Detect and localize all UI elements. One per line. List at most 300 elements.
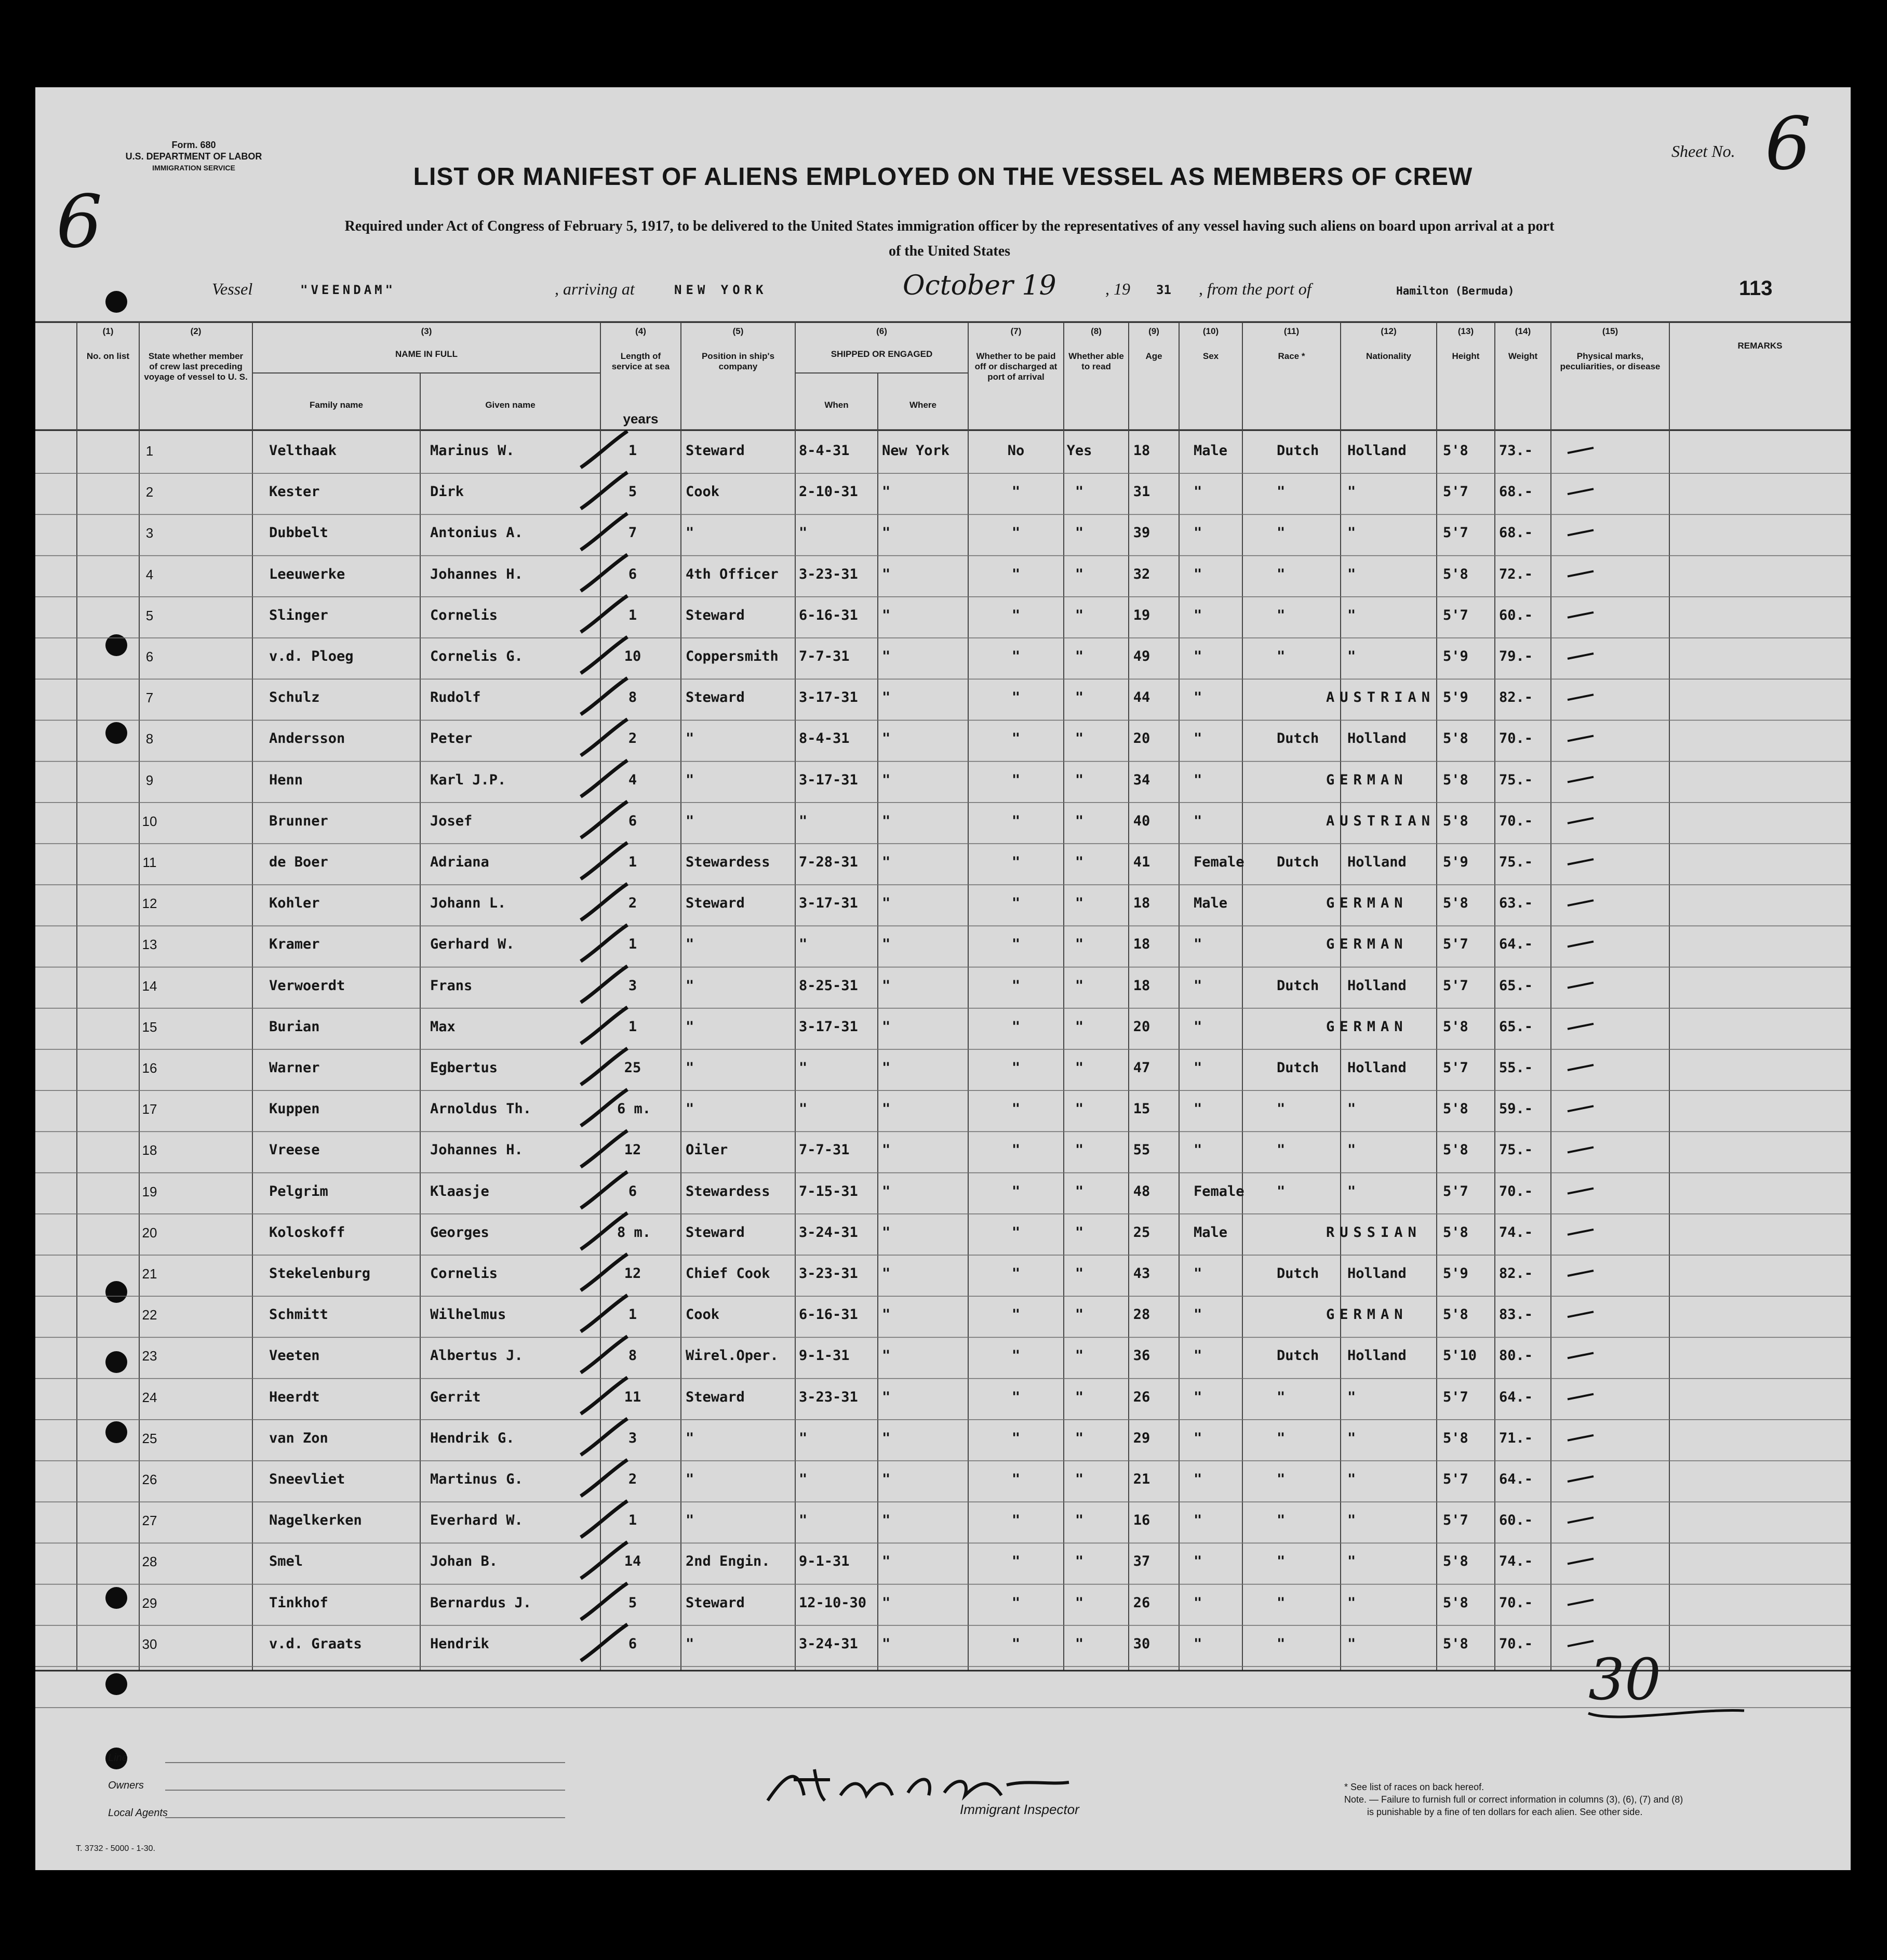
tally-mark — [581, 472, 627, 509]
subheader-when: When — [824, 400, 849, 410]
cell-height: 5'8 — [1443, 812, 1468, 829]
cell-paid: " — [1011, 648, 1021, 664]
row-number: 17 — [142, 1101, 157, 1117]
check-mark — [1568, 1065, 1594, 1070]
row-number: 7 — [145, 690, 154, 706]
cell-read: " — [1075, 1265, 1084, 1282]
check-mark — [1568, 1641, 1594, 1646]
cell-weight: 79.- — [1499, 648, 1533, 664]
row-number: 21 — [142, 1266, 157, 1282]
check-mark — [1568, 1312, 1594, 1317]
cell-sex: " — [1194, 1265, 1202, 1282]
cell-when: 8-4-31 — [799, 730, 850, 747]
cell-when: " — [799, 525, 808, 541]
from-port: Hamilton (Bermuda) — [1396, 285, 1515, 297]
cell-paid: " — [1011, 1306, 1021, 1323]
cell-height: 5'7 — [1443, 1512, 1468, 1529]
cell-where: " — [882, 1142, 891, 1158]
cell-age: 18 — [1133, 936, 1150, 953]
cell-paid: " — [1011, 1101, 1021, 1117]
cell-race: Dutch — [1277, 1348, 1319, 1364]
cell-given: Gerhard W. — [430, 936, 515, 953]
cell-position: " — [686, 1060, 694, 1076]
cell-read: " — [1075, 1389, 1084, 1405]
cell-when: 3-17-31 — [799, 689, 858, 706]
cell-nationality: Holland — [1347, 730, 1407, 747]
row-number: 30 — [142, 1636, 157, 1652]
cell-paid: " — [1011, 1512, 1021, 1529]
cell-family: Koloskoff — [269, 1224, 345, 1241]
cell-weight: 55.- — [1499, 1060, 1533, 1076]
cell-paid: " — [1011, 607, 1021, 623]
cell-nationality: " — [1347, 1471, 1356, 1487]
cell-family: Kuppen — [269, 1101, 320, 1117]
row-number: 15 — [142, 1019, 157, 1035]
cell-race: " — [1277, 648, 1286, 664]
cell-service: 1 — [628, 443, 637, 459]
cell-given: Johann L. — [430, 895, 506, 912]
column-number: (10) — [1202, 326, 1219, 336]
check-mark — [1568, 1189, 1594, 1194]
cell-where: " — [882, 812, 891, 829]
tally-mark — [581, 1336, 627, 1372]
column-number: (12) — [1381, 326, 1397, 336]
pen-marks — [35, 87, 1851, 1870]
cell-weight: 73.- — [1499, 443, 1533, 459]
cell-family: Stekelenburg — [269, 1265, 371, 1282]
cell-when: " — [799, 1060, 808, 1076]
cell-nationality: " — [1347, 1512, 1356, 1529]
cell-sex: Male — [1194, 895, 1228, 912]
cell-weight: 70.- — [1499, 1594, 1533, 1611]
row-number: 5 — [145, 607, 154, 623]
cell-age: 39 — [1133, 525, 1150, 541]
cell-family: Slinger — [269, 607, 328, 623]
cell-age: 19 — [1133, 607, 1150, 623]
cell-when: 3-23-31 — [799, 566, 858, 582]
tally-mark — [581, 596, 627, 632]
cell-given: Marinus W. — [430, 443, 515, 459]
cell-age: 47 — [1133, 1060, 1150, 1076]
cell-given: Johannes H. — [430, 566, 523, 582]
cell-family: v.d. Graats — [269, 1635, 362, 1652]
cell-paid: " — [1011, 1183, 1021, 1199]
cell-race: GERMAN — [1326, 771, 1408, 788]
cell-when: 6-16-31 — [799, 1306, 858, 1323]
cell-service: 2 — [628, 1471, 637, 1487]
cell-sex: " — [1194, 525, 1202, 541]
cell-sex: " — [1194, 1430, 1202, 1446]
cell-service: 2 — [628, 895, 637, 912]
row-number: 4 — [145, 566, 154, 582]
cell-service: 1 — [628, 854, 637, 870]
tally-mark — [581, 1542, 627, 1578]
column-label: Race * — [1278, 351, 1305, 361]
cell-sex: Female — [1194, 854, 1244, 870]
cell-position: Chief Cook — [686, 1265, 770, 1282]
cell-read: " — [1075, 895, 1084, 912]
cell-position: " — [686, 1018, 694, 1035]
row-number: 11 — [142, 855, 157, 870]
cell-given: Max — [430, 1018, 456, 1035]
cell-when: 9-1-31 — [799, 1553, 850, 1570]
column-number: (14) — [1515, 326, 1531, 336]
tally-mark — [581, 1419, 627, 1455]
cell-when: 7-15-31 — [799, 1183, 858, 1199]
cell-weight: 63.- — [1499, 895, 1533, 912]
column-label: Weight — [1508, 351, 1538, 361]
cell-sex: " — [1194, 1389, 1202, 1405]
tally-mark — [581, 431, 627, 468]
cell-where: " — [882, 689, 891, 706]
owners-label: Owners — [108, 1780, 144, 1791]
cell-paid: " — [1011, 1265, 1021, 1282]
cell-family: Burian — [269, 1018, 320, 1035]
cell-paid: " — [1011, 771, 1021, 788]
cell-height: 5'7 — [1443, 607, 1468, 623]
tally-mark — [581, 1295, 627, 1331]
cell-when: 7-7-31 — [799, 648, 850, 664]
cell-sex: " — [1194, 730, 1202, 747]
cell-family: Schmitt — [269, 1306, 328, 1323]
cell-height: 5'8 — [1443, 771, 1468, 788]
cell-weight: 70.- — [1499, 812, 1533, 829]
cell-service: 3 — [628, 1430, 637, 1446]
cell-weight: 75.- — [1499, 771, 1533, 788]
cell-family: Pelgrim — [269, 1183, 328, 1199]
cell-race: " — [1277, 1553, 1286, 1570]
cell-race: " — [1277, 1512, 1286, 1529]
cell-given: Josef — [430, 812, 473, 829]
row-number: 10 — [142, 813, 157, 829]
cell-read: " — [1075, 977, 1084, 994]
cell-paid: " — [1011, 895, 1021, 912]
check-mark — [1568, 818, 1594, 823]
form-title: LIST OR MANIFEST OF ALIENS EMPLOYED ON THE VESSEL AS MEMBERS OF CREW — [413, 163, 1473, 191]
cell-weight: 60.- — [1499, 607, 1533, 623]
inspector-label: Immigrant Inspector — [960, 1802, 1079, 1817]
column-label: REMARKS — [1737, 341, 1783, 351]
subtitle-line-1: Required under Act of Congress of February 5, 1917, to be delivered to the United States immigration officer by the representatives of any vessel having such aliens on board upon arrival at a port — [344, 218, 1555, 234]
check-mark — [1568, 571, 1594, 577]
handwritten-total: 30 — [1588, 1646, 1661, 1713]
cell-age: 49 — [1133, 648, 1150, 664]
cell-nationality: " — [1347, 648, 1356, 664]
cell-position: " — [686, 771, 694, 788]
cell-where: " — [882, 648, 891, 664]
cell-age: 48 — [1133, 1183, 1150, 1199]
cell-weight: 68.- — [1499, 484, 1533, 500]
cell-weight: 65.- — [1499, 1018, 1533, 1035]
cell-family: Schulz — [269, 689, 320, 706]
cell-sex: " — [1194, 936, 1202, 953]
cell-given: Egbertus — [430, 1060, 498, 1076]
tally-mark — [581, 1501, 627, 1537]
cell-age: 36 — [1133, 1348, 1150, 1364]
cell-service: 1 — [628, 1018, 637, 1035]
tally-mark — [581, 1007, 627, 1044]
service-name: IMMIGRATION SERVICE — [152, 164, 235, 172]
cell-age: 25 — [1133, 1224, 1150, 1241]
check-mark — [1568, 654, 1594, 659]
cell-family: Sneevliet — [269, 1471, 345, 1487]
cell-age: 55 — [1133, 1142, 1150, 1158]
cell-given: Klaasje — [430, 1183, 489, 1199]
cell-read: " — [1075, 648, 1084, 664]
check-mark — [1568, 530, 1594, 535]
cell-nationality: Holland — [1347, 854, 1407, 870]
row-number: 8 — [145, 731, 154, 747]
cell-race: GERMAN — [1326, 1018, 1408, 1035]
row-number: 29 — [142, 1595, 157, 1611]
cell-height: 5'8 — [1443, 1306, 1468, 1323]
department-name: U.S. DEPARTMENT OF LABOR — [125, 151, 262, 162]
cell-given: Cornelis — [430, 1265, 498, 1282]
cell-service: 6 — [628, 566, 637, 582]
cell-where: " — [882, 936, 891, 953]
cell-where: " — [882, 977, 891, 994]
page-number: 113 — [1739, 277, 1773, 300]
cell-given: Antonius A. — [430, 525, 523, 541]
cell-height: 5'9 — [1443, 689, 1468, 706]
cell-race: Dutch — [1277, 443, 1319, 459]
vessel-name: "VEENDAM" — [300, 283, 396, 297]
tally-mark — [581, 678, 627, 714]
cell-nationality: Holland — [1347, 1348, 1407, 1364]
tally-mark — [581, 925, 627, 961]
cell-family: Tinkhof — [269, 1594, 328, 1611]
cell-age: 26 — [1133, 1389, 1150, 1405]
row-number: 3 — [145, 525, 154, 541]
tally-mark — [581, 1213, 627, 1249]
cell-where: " — [882, 1018, 891, 1035]
subheader-family: Family name — [310, 400, 363, 410]
tally-mark — [581, 1378, 627, 1414]
cell-sex: " — [1194, 1635, 1202, 1652]
cell-where: " — [882, 1512, 891, 1529]
cell-weight: 64.- — [1499, 936, 1533, 953]
column-label: Age — [1145, 351, 1162, 361]
cell-race: Dutch — [1277, 854, 1319, 870]
column-number: (11) — [1283, 326, 1300, 336]
cell-weight: 82.- — [1499, 689, 1533, 706]
tally-mark — [581, 513, 627, 550]
cell-position: " — [686, 1101, 694, 1117]
cell-where: " — [882, 771, 891, 788]
cell-given: Peter — [430, 730, 473, 747]
check-mark — [1568, 695, 1594, 700]
row-number: 12 — [142, 896, 157, 912]
row-number: 13 — [142, 937, 157, 953]
cell-read: " — [1075, 1348, 1084, 1364]
subheader-given: Given name — [485, 400, 536, 410]
tally-mark — [581, 1172, 627, 1208]
cell-where: " — [882, 1594, 891, 1611]
cell-age: 37 — [1133, 1553, 1150, 1570]
column-label: Whether to be paid off or discharged at port of arrival — [974, 351, 1058, 382]
cell-nationality: " — [1347, 1101, 1356, 1117]
cell-height: 5'8 — [1443, 443, 1468, 459]
cell-nationality: " — [1347, 525, 1356, 541]
column-number: (15) — [1602, 326, 1618, 336]
vessel-label: Vessel — [212, 279, 253, 298]
cell-height: 5'8 — [1443, 1224, 1468, 1241]
cell-sex: " — [1194, 771, 1202, 788]
cell-given: Everhard W. — [430, 1512, 523, 1529]
cell-given: Adriana — [430, 854, 489, 870]
cell-sex: " — [1194, 1553, 1202, 1570]
check-mark — [1568, 900, 1594, 905]
cell-race: " — [1277, 1635, 1286, 1652]
cell-where: " — [882, 1265, 891, 1282]
cell-position: " — [686, 1471, 694, 1487]
tally-mark — [581, 555, 627, 591]
cell-height: 5'8 — [1443, 730, 1468, 747]
inspector-signature — [757, 1764, 1131, 1806]
cell-read: " — [1075, 936, 1084, 953]
cell-weight: 75.- — [1499, 854, 1533, 870]
cell-nationality: " — [1347, 1594, 1356, 1611]
cell-sex: " — [1194, 1060, 1202, 1076]
tally-mark — [581, 637, 627, 673]
penalty-note-2: is punishable by a fine of ten dollars for each alien. See other side. — [1367, 1807, 1643, 1817]
cell-service: 12 — [624, 1265, 641, 1282]
cell-service: 5 — [628, 484, 637, 500]
cell-read: " — [1075, 1553, 1084, 1570]
cell-when: 3-24-31 — [799, 1635, 858, 1652]
cell-sex: " — [1194, 977, 1202, 994]
cell-where: " — [882, 1471, 891, 1487]
races-note: * See list of races on back hereof. — [1344, 1782, 1484, 1792]
cell-given: Dirk — [430, 484, 464, 500]
cell-service: 10 — [624, 648, 641, 664]
cell-position: 2nd Engin. — [686, 1553, 770, 1570]
cell-race: RUSSIAN — [1326, 1224, 1422, 1241]
cell-height: 5'8 — [1443, 1018, 1468, 1035]
cell-age: 18 — [1133, 895, 1150, 912]
tally-mark — [581, 884, 627, 920]
cell-position: Wirel.Oper. — [686, 1348, 779, 1364]
footer-notes — [1344, 1781, 1683, 1818]
check-mark — [1568, 1147, 1594, 1152]
cell-race: Dutch — [1277, 730, 1319, 747]
form-number: Form. 680 — [171, 140, 216, 150]
cell-height: 5'9 — [1443, 1265, 1468, 1282]
cell-position: Steward — [686, 895, 745, 912]
cell-height: 5'7 — [1443, 977, 1468, 994]
cell-paid: No — [1007, 443, 1025, 459]
cell-height: 5'7 — [1443, 1389, 1468, 1405]
cell-read: " — [1075, 1594, 1084, 1611]
cell-sex: " — [1194, 607, 1202, 623]
print-code: T. 3732 - 5000 - 1-30. — [76, 1844, 155, 1853]
cell-nationality: " — [1347, 1183, 1356, 1199]
cell-when: " — [799, 1512, 808, 1529]
cell-read: " — [1075, 689, 1084, 706]
cell-race: AUSTRIAN — [1326, 812, 1436, 829]
check-mark — [1568, 1353, 1594, 1358]
cell-height: 5'10 — [1443, 1348, 1477, 1364]
cell-given: Georges — [430, 1224, 489, 1241]
cell-when: 3-17-31 — [799, 1018, 858, 1035]
cell-where: " — [882, 484, 891, 500]
cell-paid: " — [1011, 1553, 1021, 1570]
cell-age: 41 — [1133, 854, 1150, 870]
cell-nationality: Holland — [1347, 977, 1407, 994]
cell-service: 4 — [628, 771, 637, 788]
cell-where: " — [882, 1101, 891, 1117]
cell-family: Kester — [269, 484, 320, 500]
cell-position: " — [686, 1635, 694, 1652]
cell-given: Arnoldus Th. — [430, 1101, 532, 1117]
check-mark — [1568, 1230, 1594, 1235]
cell-race: Dutch — [1277, 977, 1319, 994]
cell-height: 5'8 — [1443, 1142, 1468, 1158]
cell-race: " — [1277, 1142, 1286, 1158]
cell-service: 8 — [628, 1348, 637, 1364]
tally-mark — [581, 1048, 627, 1085]
cell-weight: 72.- — [1499, 566, 1533, 582]
cell-given: Johannes H. — [430, 1142, 523, 1158]
cell-sex: " — [1194, 812, 1202, 829]
cell-service: 25 — [624, 1060, 641, 1076]
column-label: Sex — [1202, 351, 1219, 361]
check-mark — [1568, 1558, 1594, 1564]
cell-paid: " — [1011, 1430, 1021, 1446]
cell-family: Andersson — [269, 730, 345, 747]
cell-service: 14 — [624, 1553, 641, 1570]
cell-sex: " — [1194, 1594, 1202, 1611]
cell-family: Vreese — [269, 1142, 320, 1158]
check-mark — [1568, 859, 1594, 864]
check-mark — [1568, 1024, 1594, 1029]
cell-position: " — [686, 730, 694, 747]
cell-race: Dutch — [1277, 1060, 1319, 1076]
cell-where: " — [882, 566, 891, 582]
row-number: 24 — [142, 1389, 157, 1405]
column-label: State whether member of crew last preceding voyage of vessel to U. S. — [144, 351, 248, 382]
cell-nationality: " — [1347, 1142, 1356, 1158]
cell-age: 28 — [1133, 1306, 1150, 1323]
cell-where: " — [882, 1635, 891, 1652]
margin-sheet-mark: 6 — [56, 180, 103, 264]
cell-read: " — [1075, 1060, 1084, 1076]
cell-height: 5'8 — [1443, 1553, 1468, 1570]
tally-mark — [581, 1130, 627, 1167]
row-number: 26 — [142, 1472, 157, 1487]
cell-age: 26 — [1133, 1594, 1150, 1611]
cell-service: 6 — [628, 1183, 637, 1199]
cell-when: " — [799, 1430, 808, 1446]
column-label: Nationality — [1366, 351, 1411, 361]
cell-nationality: " — [1347, 1430, 1356, 1446]
check-mark — [1568, 1517, 1594, 1523]
cell-weight: 74.- — [1499, 1224, 1533, 1241]
cell-read: " — [1075, 1142, 1084, 1158]
cell-weight: 74.- — [1499, 1553, 1533, 1570]
cell-age: 20 — [1133, 730, 1150, 747]
cell-given: Frans — [430, 977, 473, 994]
cell-position: " — [686, 977, 694, 994]
row-number: 14 — [142, 978, 157, 994]
cell-when: 3-17-31 — [799, 771, 858, 788]
cell-where: " — [882, 1183, 891, 1199]
cell-family: Henn — [269, 771, 303, 788]
row-number: 20 — [142, 1224, 157, 1241]
cell-weight: 82.- — [1499, 1265, 1533, 1282]
cell-paid: " — [1011, 484, 1021, 500]
check-mark — [1568, 941, 1594, 946]
